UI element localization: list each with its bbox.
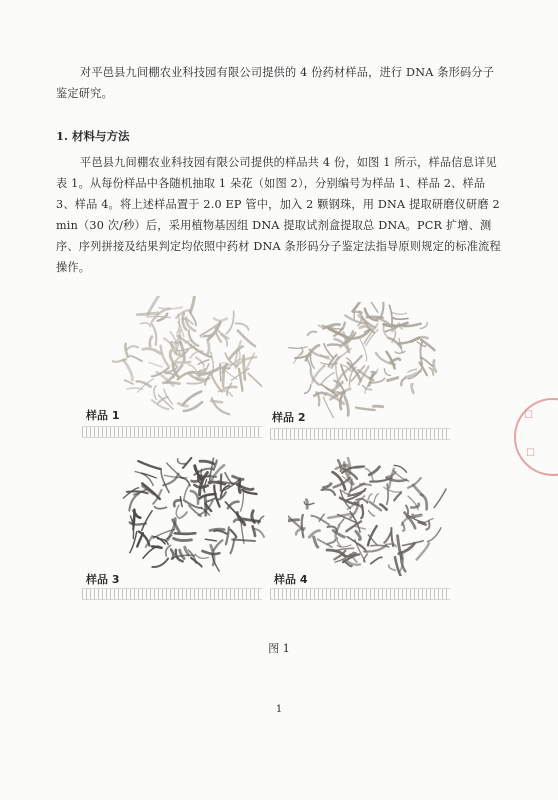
flower-strand — [412, 384, 414, 393]
sample-4-photo — [288, 454, 450, 576]
sample-2-label: 样品 2 — [272, 411, 306, 424]
flower-pile-icon — [112, 296, 262, 416]
flower-strand — [428, 528, 442, 542]
flower-strand — [421, 495, 427, 510]
flower-strand — [329, 329, 349, 339]
flower-strand — [183, 392, 202, 406]
flower-strand — [224, 387, 237, 389]
flower-strand — [207, 341, 209, 354]
page-number: 1 — [275, 704, 283, 715]
flower-strand — [233, 476, 244, 479]
flower-strand — [384, 369, 390, 376]
flower-strand — [322, 489, 335, 494]
flower-strand — [384, 487, 402, 492]
sample-3-label: 样品 3 — [86, 573, 120, 586]
flower-strand — [393, 318, 408, 320]
flower-strand — [324, 484, 332, 488]
red-seal-stamp-icon: ☐ ☐ — [514, 398, 558, 476]
flower-strand — [395, 351, 405, 353]
flower-strand — [239, 481, 240, 493]
flower-strand — [153, 490, 162, 504]
flower-strand — [123, 360, 132, 380]
flower-strand — [239, 369, 242, 391]
flower-strand — [339, 519, 344, 525]
flower-strand — [137, 313, 158, 315]
sample-1-photo — [112, 296, 262, 416]
flower-strand — [228, 502, 239, 509]
flower-strand — [214, 485, 219, 506]
flower-strand — [289, 347, 307, 349]
flower-strand — [413, 515, 421, 516]
flower-strand — [183, 458, 192, 468]
flower-strand — [175, 356, 183, 361]
flower-strand — [398, 338, 419, 344]
flower-strand — [373, 406, 382, 407]
flower-strand — [258, 516, 263, 523]
sample-4-ruler — [270, 588, 450, 600]
flower-strand — [230, 539, 234, 553]
flower-strand — [214, 318, 227, 320]
flower-strand — [308, 332, 317, 335]
flower-strand — [174, 538, 192, 540]
flower-strand — [138, 461, 161, 469]
flower-strand — [355, 526, 365, 529]
flower-strand — [199, 494, 215, 499]
flower-strand — [323, 397, 333, 418]
flower-strand — [417, 543, 429, 559]
flower-strand — [391, 528, 393, 546]
flower-strand — [180, 342, 184, 361]
flower-strand — [211, 401, 222, 402]
flower-strand — [387, 484, 388, 504]
flower-strand — [232, 540, 255, 542]
flower-strand — [248, 373, 262, 387]
flower-strand — [152, 546, 161, 547]
flower-strand — [347, 537, 365, 550]
flower-strand — [154, 386, 156, 400]
flower-strand — [244, 356, 245, 380]
figure-caption: 图 1 — [268, 642, 290, 655]
flower-strand — [328, 540, 336, 544]
flower-strand — [367, 317, 383, 318]
flower-strand — [151, 323, 156, 345]
flower-strand — [384, 532, 391, 542]
flower-strand — [127, 388, 143, 389]
flower-strand — [365, 302, 378, 312]
flower-strand — [214, 530, 226, 533]
flower-strand — [338, 460, 341, 470]
flower-strand — [129, 494, 138, 511]
flower-strand — [130, 356, 142, 361]
flower-strand — [413, 485, 422, 495]
flower-strand — [245, 354, 254, 372]
sample-4-label: 样品 4 — [274, 573, 308, 586]
flower-strand — [380, 504, 386, 509]
flower-strand — [434, 489, 446, 508]
section-body: 平邑县九间棚农业科技园有限公司提供的样品共 4 份，如图 1 所示，样品信息详见表 1。从每份样品中各随机抽取 1 朵花（如图 2），分别编号为样品 1、样品 2、样品 3、样品 4。将上述样品置于 2.0 EP 管中，加入 2 颗钢珠，用 DNA 提取研磨仪研磨 2 min（30 次/秒）后，采用植物基因组 DNA 提取试剂盒提取总 DNA。PCR 扩增、测序、序列拼接及结果判定均依照中药材 DNA 条形码分子鉴定法指导原则规定的标准流程操作。 — [56, 156, 501, 274]
section-heading: 1. 材料与方法 — [56, 129, 130, 143]
flower-strand — [371, 545, 389, 547]
flower-strand — [126, 346, 138, 350]
flower-strand — [195, 554, 208, 558]
flower-strand — [388, 378, 398, 381]
flower-strand — [353, 302, 365, 311]
sample-2-photo — [288, 302, 448, 418]
flower-strand — [133, 514, 134, 529]
flower-strand — [419, 363, 427, 376]
flower-strand — [152, 559, 168, 568]
flower-strand — [180, 550, 184, 559]
flower-strand — [226, 311, 233, 334]
flower-strand — [306, 500, 307, 508]
flower-strand — [214, 540, 223, 550]
flower-strand — [176, 505, 179, 517]
flower-strand — [155, 507, 167, 509]
flower-strand — [328, 514, 352, 518]
flower-strand — [191, 491, 198, 504]
flower-strand — [200, 461, 214, 464]
flower-strand — [150, 337, 152, 347]
flower-strand — [171, 549, 173, 558]
flower-strand — [149, 362, 162, 367]
flower-strand — [434, 361, 436, 372]
sample-2-ruler — [270, 428, 450, 440]
flower-strand — [365, 309, 378, 321]
flower-strand — [143, 349, 160, 354]
sample-3-ruler — [82, 588, 262, 600]
flower-strand — [345, 397, 349, 416]
flower-strand — [356, 408, 375, 411]
flower-strand — [185, 547, 189, 555]
flower-pile-icon — [288, 302, 448, 418]
flower-strand — [220, 364, 221, 381]
flower-strand — [394, 493, 401, 501]
sample-1-label: 样品 1 — [86, 409, 120, 422]
flower-strand — [231, 530, 237, 538]
flower-strand — [371, 557, 382, 564]
flower-strand — [381, 302, 384, 317]
flower-strand — [179, 512, 187, 518]
flower-strand — [236, 323, 249, 329]
flower-strand — [408, 369, 417, 372]
flower-strand — [370, 502, 381, 510]
flower-strand — [166, 545, 171, 556]
flower-strand — [391, 312, 407, 314]
flower-strand — [305, 385, 311, 394]
flower-strand — [302, 515, 304, 537]
flower-strand — [180, 477, 190, 485]
flower-strand — [226, 527, 229, 544]
flower-strand — [205, 539, 216, 541]
flower-strand — [401, 378, 405, 386]
flower-strand — [389, 565, 395, 570]
flower-strand — [336, 362, 338, 382]
flower-strand — [429, 368, 433, 375]
flower-strand — [321, 373, 335, 385]
flower-strand — [205, 498, 206, 516]
intro-paragraph: 对平邑县九间棚农业科技园有限公司提供的 4 份药材样品，进行 DNA 条形码分子鉴定研究。 — [56, 66, 495, 100]
flower-strand — [368, 494, 372, 502]
flower-strand — [137, 533, 143, 546]
flower-strand — [369, 511, 375, 516]
flower-strand — [189, 550, 196, 563]
flower-strand — [141, 323, 151, 327]
sample-1-ruler — [82, 426, 262, 438]
flower-strand — [328, 345, 340, 346]
flower-strand — [191, 296, 195, 312]
sample-3-photo — [120, 448, 270, 572]
flower-strand — [203, 551, 220, 554]
flower-strand — [175, 533, 195, 534]
flower-strand — [252, 511, 255, 523]
flower-strand — [142, 511, 152, 531]
flower-strand — [174, 500, 181, 506]
flower-strand — [178, 459, 186, 464]
flower-strand — [253, 526, 255, 535]
flower-strand — [184, 485, 189, 499]
flower-strand — [161, 346, 169, 367]
flower-strand — [374, 494, 379, 503]
flower-pile-icon — [120, 448, 270, 572]
flower-pile-icon — [288, 454, 450, 576]
flower-strand — [314, 393, 326, 396]
